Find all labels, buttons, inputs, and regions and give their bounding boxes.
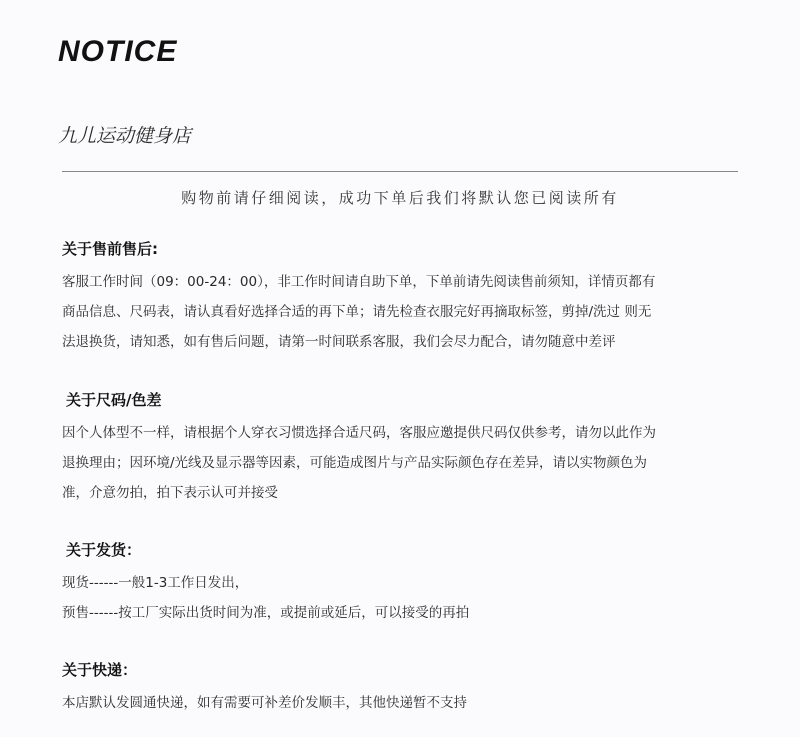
section-line: 准，介意勿拍，拍下表示认可并接受 <box>62 485 278 501</box>
page-title: NOTICE <box>58 35 178 68</box>
section-line: 预售------按工厂实际出货时间为准，或提前或延后，可以接受的再拍 <box>62 605 470 621</box>
section-courier <box>62 658 752 718</box>
section-line: 法退换货，请知悉，如有售后问题，请第一时间联系客服，我们会尽力配合，请勿随意中差评 <box>62 334 616 350</box>
section-size-color <box>62 388 752 508</box>
section-line: 现货------一般1-3工作日发出， <box>62 575 249 591</box>
section-line: 本店默认发圆通快递，如有需要可补差价发顺丰，其他快递暂不支持 <box>62 695 467 711</box>
section-line: 因个人体型不一样，请根据个人穿衣习惯选择合适尺码，客服应邀提供尺码仅供参考，请勿以此作为 <box>62 425 656 441</box>
section-title: 关于快递： <box>62 661 138 679</box>
section-title: 关于尺码/色差 <box>66 391 162 409</box>
section-line: 商品信息、尺码表，请认真看好选择合适的再下单；请先检查衣服完好再摘取标签，剪掉/洗过 则无 <box>62 304 652 320</box>
divider <box>62 171 738 172</box>
section-line: 客服工作时间（09：00-24：00），非工作时间请自助下单，下单前请先阅读售前须知，详情页都有 <box>62 274 656 290</box>
section-presale-aftersale <box>62 237 752 357</box>
section-line: 退换理由；因环境/光线及显示器等因素，可能造成图片与产品实际颜色存在差异，请以实物颜色为 <box>62 455 648 471</box>
notice-subtitle: 购物前请仔细阅读，成功下单后我们将默认您已阅读所有 <box>181 189 619 207</box>
section-shipping <box>62 538 752 628</box>
section-title: 关于售前售后: <box>62 240 158 258</box>
shop-name: 九儿运动健身店 <box>58 125 192 147</box>
section-title: 关于发货： <box>66 541 142 559</box>
